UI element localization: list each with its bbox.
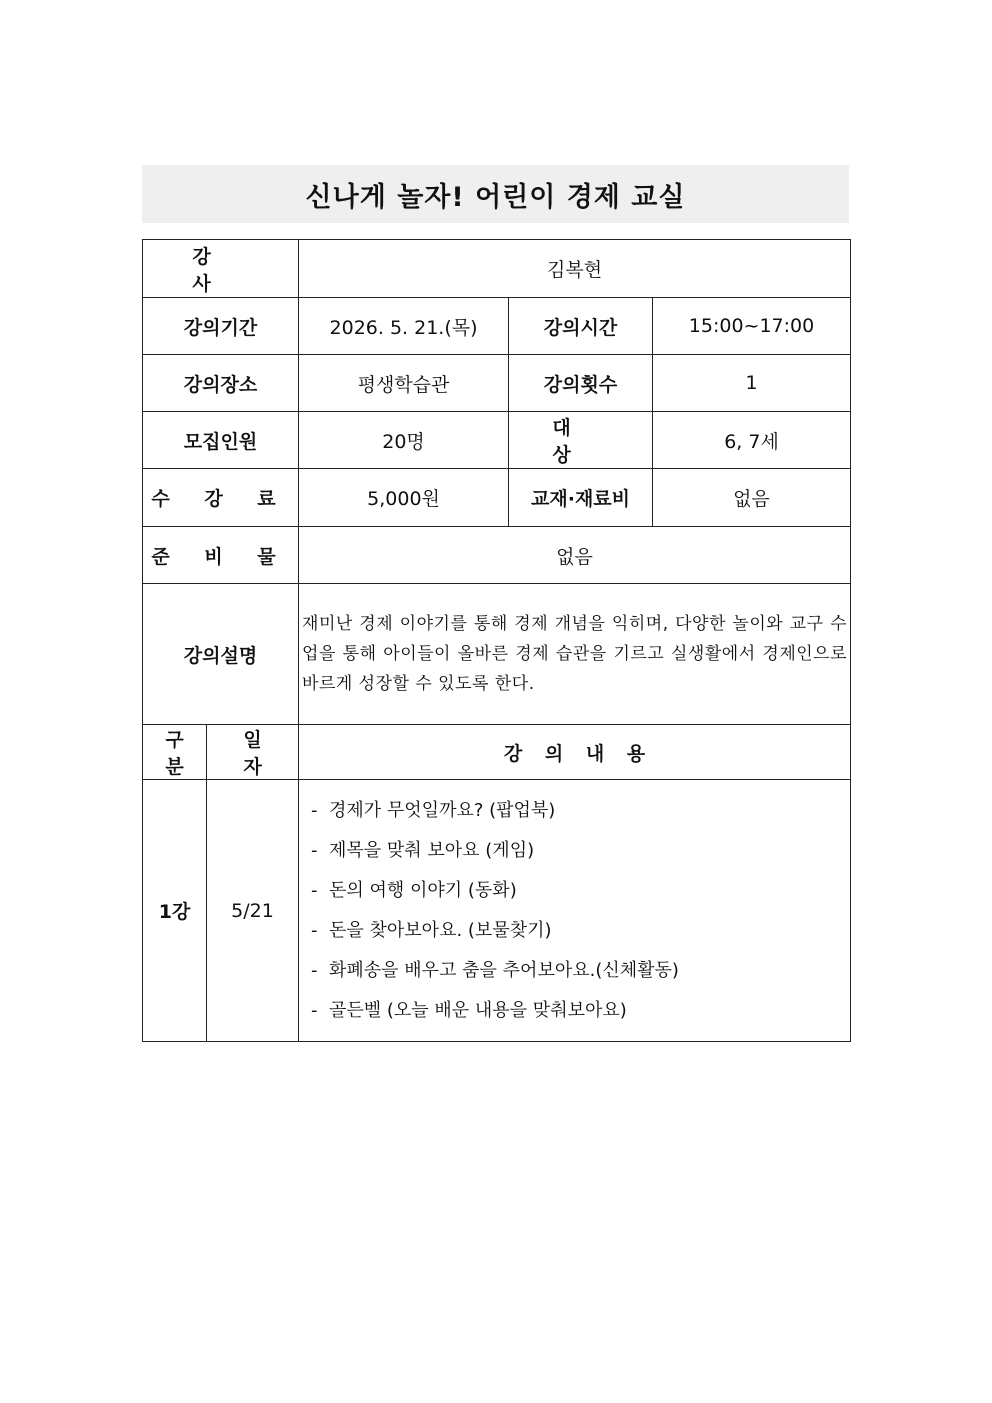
time-value: 15:00~17:00	[653, 298, 851, 355]
list-item: - 골든벨 (오늘 배운 내용을 맞춰보아요)	[311, 999, 627, 1021]
page-title: 신나게 놀자! 어린이 경제 교실	[305, 181, 686, 213]
recruit-label: 모집인원	[143, 412, 299, 469]
list-item: - 제목을 맞춰 보아요 (게임)	[311, 839, 535, 861]
content-item-text: 돈을 찾아보아요. (보물찾기)	[329, 919, 552, 941]
target-label: 대 상	[509, 412, 653, 469]
list-item: - 화폐송을 배우고 춤을 추어보아요.(신체활동)	[311, 959, 679, 981]
row-recruit	[143, 412, 851, 469]
time-label: 강의시간	[509, 298, 653, 355]
instructor-label: 강 사	[143, 240, 299, 298]
header-content: 강 의 내 용	[299, 725, 851, 780]
row-description	[143, 584, 851, 725]
schedule-header-row	[143, 725, 851, 780]
description-label: 강의설명	[143, 584, 299, 725]
row-fee	[143, 469, 851, 527]
count-value: 1	[653, 355, 851, 412]
prep-value: 없음	[299, 527, 851, 584]
material-label: 교재·재료비	[509, 469, 653, 527]
count-label: 강의횟수	[509, 355, 653, 412]
row-place	[143, 355, 851, 412]
session-content	[299, 780, 851, 1042]
content-list	[299, 791, 850, 1031]
title-bar	[142, 165, 849, 223]
row-period	[143, 298, 851, 355]
place-value: 평생학습관	[299, 355, 509, 412]
session-date: 5/21	[207, 780, 299, 1042]
instructor-value: 김복현	[299, 240, 851, 298]
header-session: 구 분	[143, 725, 207, 780]
content-item-text: 경제가 무엇일까요? (팝업북)	[329, 799, 556, 821]
list-item: - 돈의 여행 이야기 (동화)	[311, 879, 517, 901]
description-value: 재미난 경제 이야기를 통해 경제 개념을 익히며, 다양한 놀이와 교구 수업을 통해 아이들이 올바른 경제 습관을 기르고 실생활에서 경제인으로 바르게 성장할 수 있도록 한다.	[299, 584, 851, 725]
fee-label: 수 강 료	[143, 469, 299, 527]
period-value: 2026. 5. 21.(목)	[299, 298, 509, 355]
header-date: 일 자	[207, 725, 299, 780]
place-label: 강의장소	[143, 355, 299, 412]
schedule-row	[143, 780, 851, 1042]
content-item-text: 골든벨 (오늘 배운 내용을 맞춰보아요)	[329, 999, 627, 1021]
course-info-table	[142, 239, 851, 1042]
content-item-text: 돈의 여행 이야기 (동화)	[329, 879, 517, 901]
list-item: - 돈을 찾아보아요. (보물찾기)	[311, 919, 552, 941]
prep-label: 준 비 물	[143, 527, 299, 584]
content-item-text: 화폐송을 배우고 춤을 추어보아요.(신체활동)	[329, 959, 679, 981]
row-prep	[143, 527, 851, 584]
row-instructor	[143, 240, 851, 298]
list-item: - 경제가 무엇일까요? (팝업북)	[311, 799, 556, 821]
fee-value: 5,000원	[299, 469, 509, 527]
material-value: 없음	[653, 469, 851, 527]
target-value: 6, 7세	[653, 412, 851, 469]
recruit-value: 20명	[299, 412, 509, 469]
session-number: 1강	[143, 780, 207, 1042]
period-label: 강의기간	[143, 298, 299, 355]
content-item-text: 제목을 맞춰 보아요 (게임)	[329, 839, 535, 861]
